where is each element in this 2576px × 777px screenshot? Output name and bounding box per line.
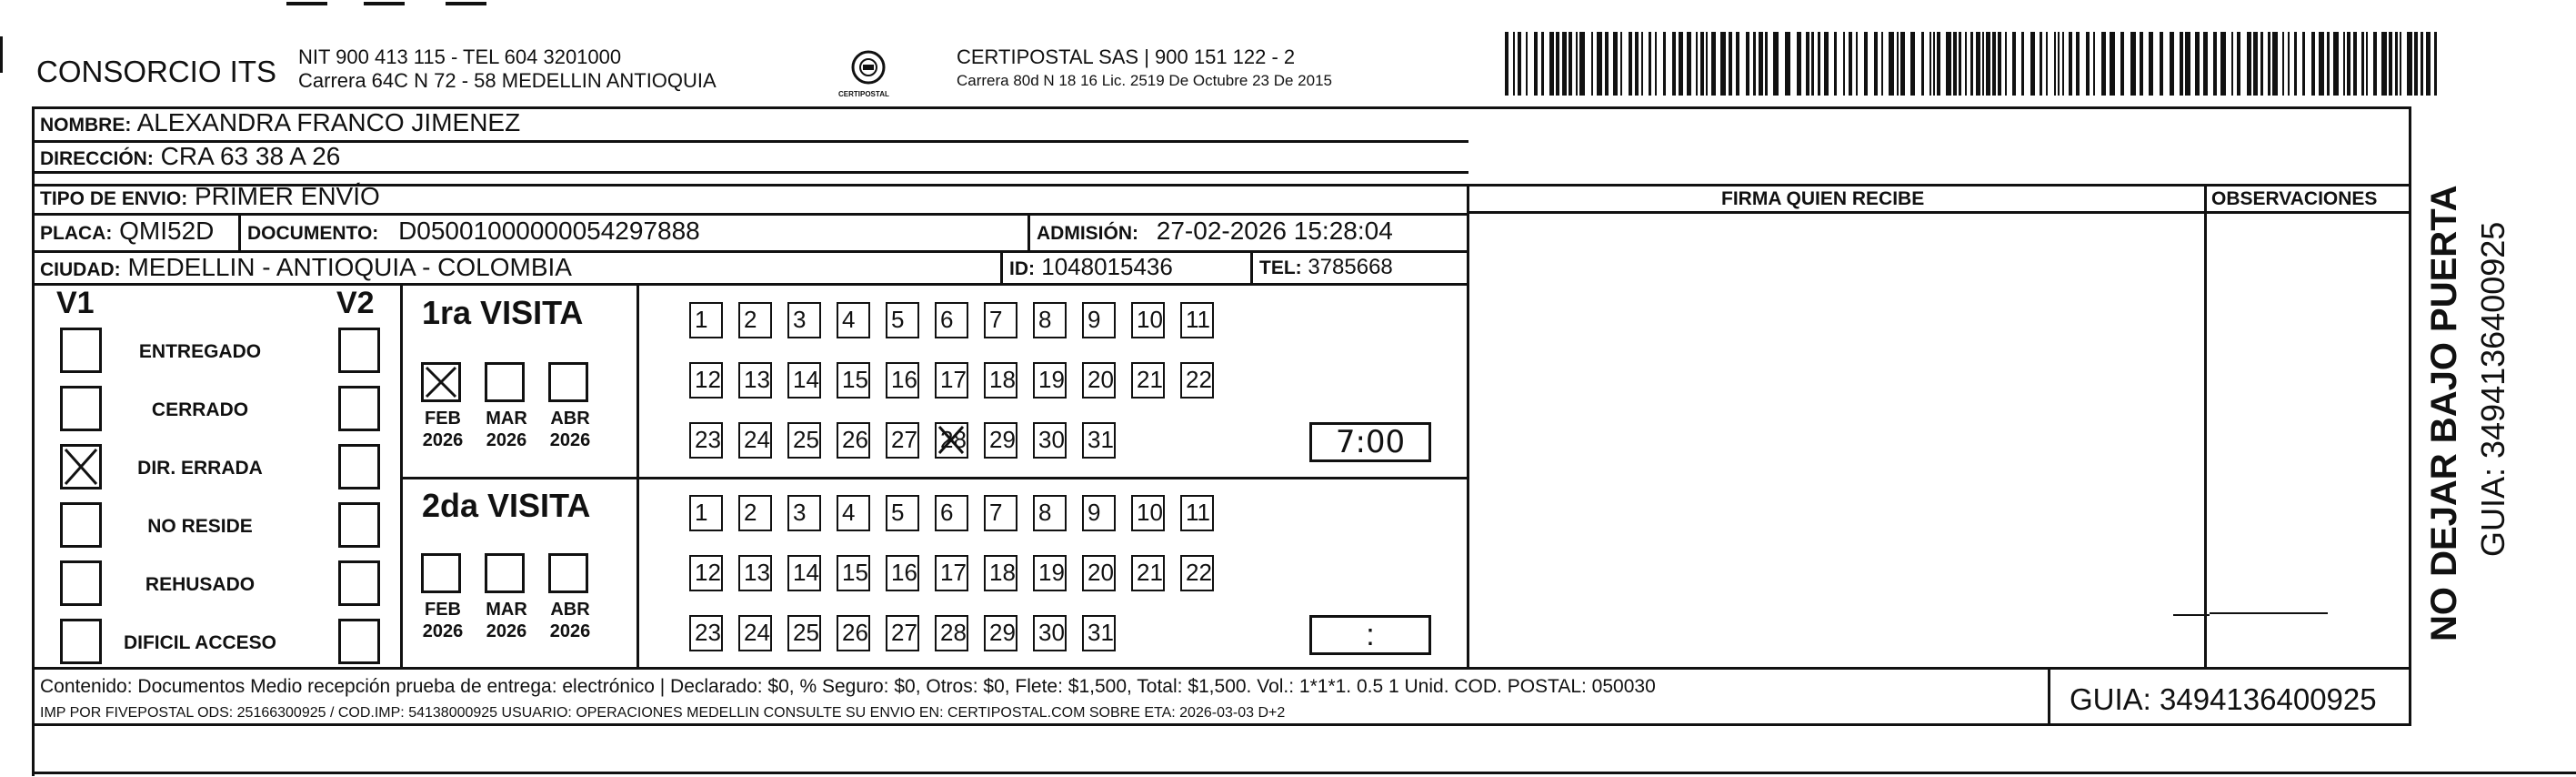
scan-mark xyxy=(446,2,486,5)
side-notice: NO DEJAR BAJO PUERTA xyxy=(2424,185,2464,641)
visit1-month-year: 2026 xyxy=(549,430,591,450)
documento-label: DOCUMENTO: xyxy=(247,223,379,244)
visit1-day-box[interactable]: 23 xyxy=(689,422,723,459)
observaciones-mark xyxy=(2210,612,2328,614)
visit1-day-box[interactable]: 31 xyxy=(1082,422,1116,459)
placa-row xyxy=(40,218,214,244)
col-divider xyxy=(1000,251,1003,284)
visit2-day-box[interactable]: 14 xyxy=(787,555,821,591)
col-divider xyxy=(2048,669,2050,725)
visit2-day-box[interactable]: 5 xyxy=(886,495,919,531)
status-label: DIFICIL ACCESO xyxy=(123,632,276,653)
row-divider xyxy=(32,283,1468,286)
footer-imp: IMP POR FIVEPOSTAL ODS: 25166300925 / COD.IMP: 54138000925 USUARIO: OPERACIONES MEDELLIN CONSULTE SU ENVIO EN: CERTIPOSTAL.COM SOBRE ETA: 2026-03-03 D+2 xyxy=(40,705,1286,721)
side-guia: GUIA: 3494136400925 xyxy=(2474,221,2511,557)
visit2-day-box[interactable]: 30 xyxy=(1033,615,1067,651)
visit2-day-box[interactable]: 24 xyxy=(738,615,772,651)
address-line: Carrera 64C N 72 - 58 MEDELLIN ANTIOQUIA xyxy=(298,69,717,92)
admision-label: ADMISIÓN: xyxy=(1037,223,1138,244)
visit2-day-box[interactable]: 19 xyxy=(1033,555,1067,591)
status-label: DIR. ERRADA xyxy=(137,458,263,479)
visit1-day-box[interactable] xyxy=(935,422,968,459)
admision-value: 27-02-2026 15:28:04 xyxy=(1156,217,1393,245)
license-line: Carrera 80d N 18 16 Lic. 2519 De Octubre 23 De 2015 xyxy=(957,72,1332,89)
frame-left xyxy=(32,106,35,776)
documento-row xyxy=(247,218,700,244)
visit1-day-box[interactable]: 25 xyxy=(787,422,821,459)
visit1-day-box[interactable]: 7 xyxy=(984,302,1017,338)
visit1-month-year: 2026 xyxy=(486,430,527,450)
visit2-day-box[interactable]: 26 xyxy=(837,615,870,651)
tel-row xyxy=(1259,257,1393,278)
visit2-day-box[interactable]: 22 xyxy=(1180,555,1214,591)
visit2-day-box[interactable]: 27 xyxy=(886,615,919,651)
col-divider xyxy=(1027,215,1030,251)
col-divider xyxy=(1250,251,1253,284)
visit2-day-box[interactable]: 29 xyxy=(984,615,1017,651)
footer-top-line xyxy=(32,667,2411,670)
visit1-day-box[interactable]: 2 xyxy=(738,302,772,338)
visit1-day-box[interactable]: 18 xyxy=(984,362,1017,399)
tipo-row xyxy=(40,184,380,209)
visit1-day-box[interactable]: 30 xyxy=(1033,422,1067,459)
barcode xyxy=(1505,32,2441,96)
visit1-month-checkbox[interactable] xyxy=(485,362,525,402)
visit1-day-box[interactable]: 29 xyxy=(984,422,1017,459)
visit2-time-box[interactable]: : xyxy=(1309,615,1431,655)
visit1-day-box[interactable]: 17 xyxy=(935,362,968,399)
footer-bottom-line xyxy=(32,723,2411,726)
company-name: CONSORCIO ITS xyxy=(36,55,277,88)
visit-divider xyxy=(402,477,1468,479)
visit2-day-box[interactable]: 4 xyxy=(837,495,870,531)
visit1-day-number: 28 xyxy=(940,426,967,453)
visit1-day-box[interactable]: 22 xyxy=(1180,362,1214,399)
v2-checkbox[interactable] xyxy=(338,502,380,548)
visit2-day-box[interactable]: 7 xyxy=(984,495,1017,531)
visit2-day-box[interactable]: 9 xyxy=(1082,495,1116,531)
tel-value: 3785668 xyxy=(1308,255,1393,279)
ciudad-label: CIUDAD: xyxy=(40,259,121,280)
visit1-day-box[interactable]: 21 xyxy=(1131,362,1165,399)
visit1-month-label: MAR xyxy=(486,409,527,429)
visit2-day-box[interactable]: 15 xyxy=(837,555,870,591)
visit1-month-label: FEB xyxy=(425,409,461,429)
visit2-month-label: MAR xyxy=(486,600,527,620)
visit1-title: 1ra VISITA xyxy=(422,294,584,331)
nombre-label: NOMBRE: xyxy=(40,115,132,136)
visit1-month-checkbox[interactable] xyxy=(548,362,588,402)
visit2-day-box[interactable]: 16 xyxy=(886,555,919,591)
row-divider xyxy=(32,184,2411,187)
visit2-day-box[interactable]: 25 xyxy=(787,615,821,651)
visit2-day-box[interactable]: 3 xyxy=(787,495,821,531)
row-divider xyxy=(32,171,1468,174)
status-label: REHUSADO xyxy=(145,574,256,595)
visit2-day-box[interactable]: 12 xyxy=(689,555,723,591)
col-divider xyxy=(1467,184,1469,669)
placa-value: QMI52D xyxy=(119,217,215,245)
visit1-day-box[interactable]: 1 xyxy=(689,302,723,338)
v2-checkbox[interactable] xyxy=(338,386,380,431)
visit1-day-box[interactable]: 4 xyxy=(837,302,870,338)
id-value: 1048015436 xyxy=(1041,253,1173,280)
visit2-month-year: 2026 xyxy=(486,621,527,641)
visit2-month-year: 2026 xyxy=(549,621,591,641)
status-label: ENTREGADO xyxy=(138,341,262,362)
logo-text: CERTIPOSTAL xyxy=(838,90,889,98)
ciudad-row xyxy=(40,255,572,280)
ciudad-value: MEDELLIN - ANTIOQUIA - COLOMBIA xyxy=(127,253,572,281)
visit1-day-box[interactable]: 6 xyxy=(935,302,968,338)
visit2-month-label: ABR xyxy=(550,600,590,620)
visit2-day-box[interactable]: 13 xyxy=(738,555,772,591)
visit1-day-box[interactable]: 27 xyxy=(886,422,919,459)
visit2-day-box[interactable]: 6 xyxy=(935,495,968,531)
tipo-label: TIPO DE ENVIO: xyxy=(40,188,188,209)
visit2-month-year: 2026 xyxy=(422,621,464,641)
visit2-day-box[interactable]: 17 xyxy=(935,555,968,591)
scan-mark xyxy=(0,36,3,73)
nit-line: NIT 900 413 115 - TEL 604 3201000 xyxy=(298,45,622,68)
observaciones-header: OBSERVACIONES xyxy=(2211,188,2378,209)
nombre-value: ALEXANDRA FRANCO JIMENEZ xyxy=(136,108,521,136)
visit2-day-box[interactable]: 28 xyxy=(935,615,968,651)
visit2-day-box[interactable]: 11 xyxy=(1180,495,1214,531)
certipostal-line: CERTIPOSTAL SAS | 900 151 122 - 2 xyxy=(957,45,1296,68)
visit1-day-box[interactable]: 24 xyxy=(738,422,772,459)
col-divider xyxy=(400,283,403,669)
visit2-day-box[interactable]: 8 xyxy=(1033,495,1067,531)
visit1-day-box[interactable]: 8 xyxy=(1033,302,1067,338)
observaciones-mark xyxy=(2173,614,2210,616)
visit1-time-box[interactable]: 7:00 xyxy=(1309,422,1431,462)
frame-bottom xyxy=(32,772,2576,774)
visit1-day-box[interactable]: 14 xyxy=(787,362,821,399)
visit1-day-box[interactable]: 26 xyxy=(837,422,870,459)
tel-label: TEL: xyxy=(1259,257,1302,278)
status-label: CERRADO xyxy=(151,399,249,420)
row-divider xyxy=(1467,211,2411,214)
visit1-month-checkbox[interactable] xyxy=(421,362,461,402)
row-divider xyxy=(32,213,1468,216)
visit1-day-box[interactable]: 9 xyxy=(1082,302,1116,338)
status-label: NO RESIDE xyxy=(147,516,253,537)
visit1-month-year: 2026 xyxy=(422,430,464,450)
col-divider xyxy=(238,215,241,251)
visit1-day-box[interactable]: 10 xyxy=(1131,302,1165,338)
visit1-day-box[interactable]: 11 xyxy=(1180,302,1214,338)
tipo-value: PRIMER ENVÍO xyxy=(194,182,380,210)
scan-mark xyxy=(364,2,405,5)
x-mark-icon xyxy=(424,365,458,399)
direccion-value: CRA 63 38 A 26 xyxy=(160,142,341,170)
visit1-day-box[interactable]: 12 xyxy=(689,362,723,399)
v2-checkbox[interactable] xyxy=(338,560,380,606)
admision-row xyxy=(1037,218,1393,244)
v2-checkbox[interactable] xyxy=(338,328,380,373)
visit1-month-label: ABR xyxy=(550,409,590,429)
visit2-month-label: FEB xyxy=(425,600,461,620)
v2-header: V2 xyxy=(336,286,375,320)
visit1-day-box[interactable]: 5 xyxy=(886,302,919,338)
visit2-day-box[interactable]: 2 xyxy=(738,495,772,531)
col-divider xyxy=(636,283,639,669)
visit2-title: 2da VISITA xyxy=(422,487,591,524)
visit2-month-checkbox[interactable] xyxy=(548,553,588,593)
placa-label: PLACA: xyxy=(40,223,113,244)
visit2-day-box[interactable]: 23 xyxy=(689,615,723,651)
v2-checkbox[interactable] xyxy=(338,444,380,489)
id-row xyxy=(1009,255,1173,278)
visit1-day-box[interactable]: 15 xyxy=(837,362,870,399)
visit2-day-box[interactable]: 31 xyxy=(1082,615,1116,651)
frame-right xyxy=(2409,106,2411,723)
visit1-day-box[interactable]: 20 xyxy=(1082,362,1116,399)
visit1-day-box[interactable]: 3 xyxy=(787,302,821,338)
footer-guia: GUIA: 3494136400925 xyxy=(2070,682,2377,716)
visit2-day-box[interactable]: 20 xyxy=(1082,555,1116,591)
visit2-day-box[interactable]: 18 xyxy=(984,555,1017,591)
direccion-row xyxy=(40,144,340,169)
visit1-day-box[interactable]: 19 xyxy=(1033,362,1067,399)
visit2-day-box[interactable]: 1 xyxy=(689,495,723,531)
documento-value: D05001000000054297888 xyxy=(398,217,700,245)
visit1-day-box[interactable]: 13 xyxy=(738,362,772,399)
id-label: ID: xyxy=(1009,258,1035,279)
visit1-day-box[interactable]: 16 xyxy=(886,362,919,399)
nombre-row xyxy=(40,110,520,136)
visit2-day-box[interactable]: 10 xyxy=(1131,495,1165,531)
visit2-month-checkbox[interactable] xyxy=(485,553,525,593)
scan-mark xyxy=(286,2,327,5)
col-divider xyxy=(2204,184,2207,669)
v2-checkbox[interactable] xyxy=(338,619,380,664)
firma-header: FIRMA QUIEN RECIBE xyxy=(1721,188,1925,209)
direccion-label: DIRECCIÓN: xyxy=(40,148,154,169)
certipostal-logo xyxy=(837,42,900,106)
footer-contenido: Contenido: Documentos Medio recepción prueba de entrega: electrónico | Declarado: $0, % Seguro: $0, Otros: $0, Flete: $1,500, Total: $1,500. Vol.: 1*1*1. 0.5 1 Unid. COD. POSTAL: 050030 xyxy=(40,676,1656,697)
visit2-month-checkbox[interactable] xyxy=(421,553,461,593)
v1-header: V1 xyxy=(56,286,95,320)
visit2-day-box[interactable]: 21 xyxy=(1131,555,1165,591)
